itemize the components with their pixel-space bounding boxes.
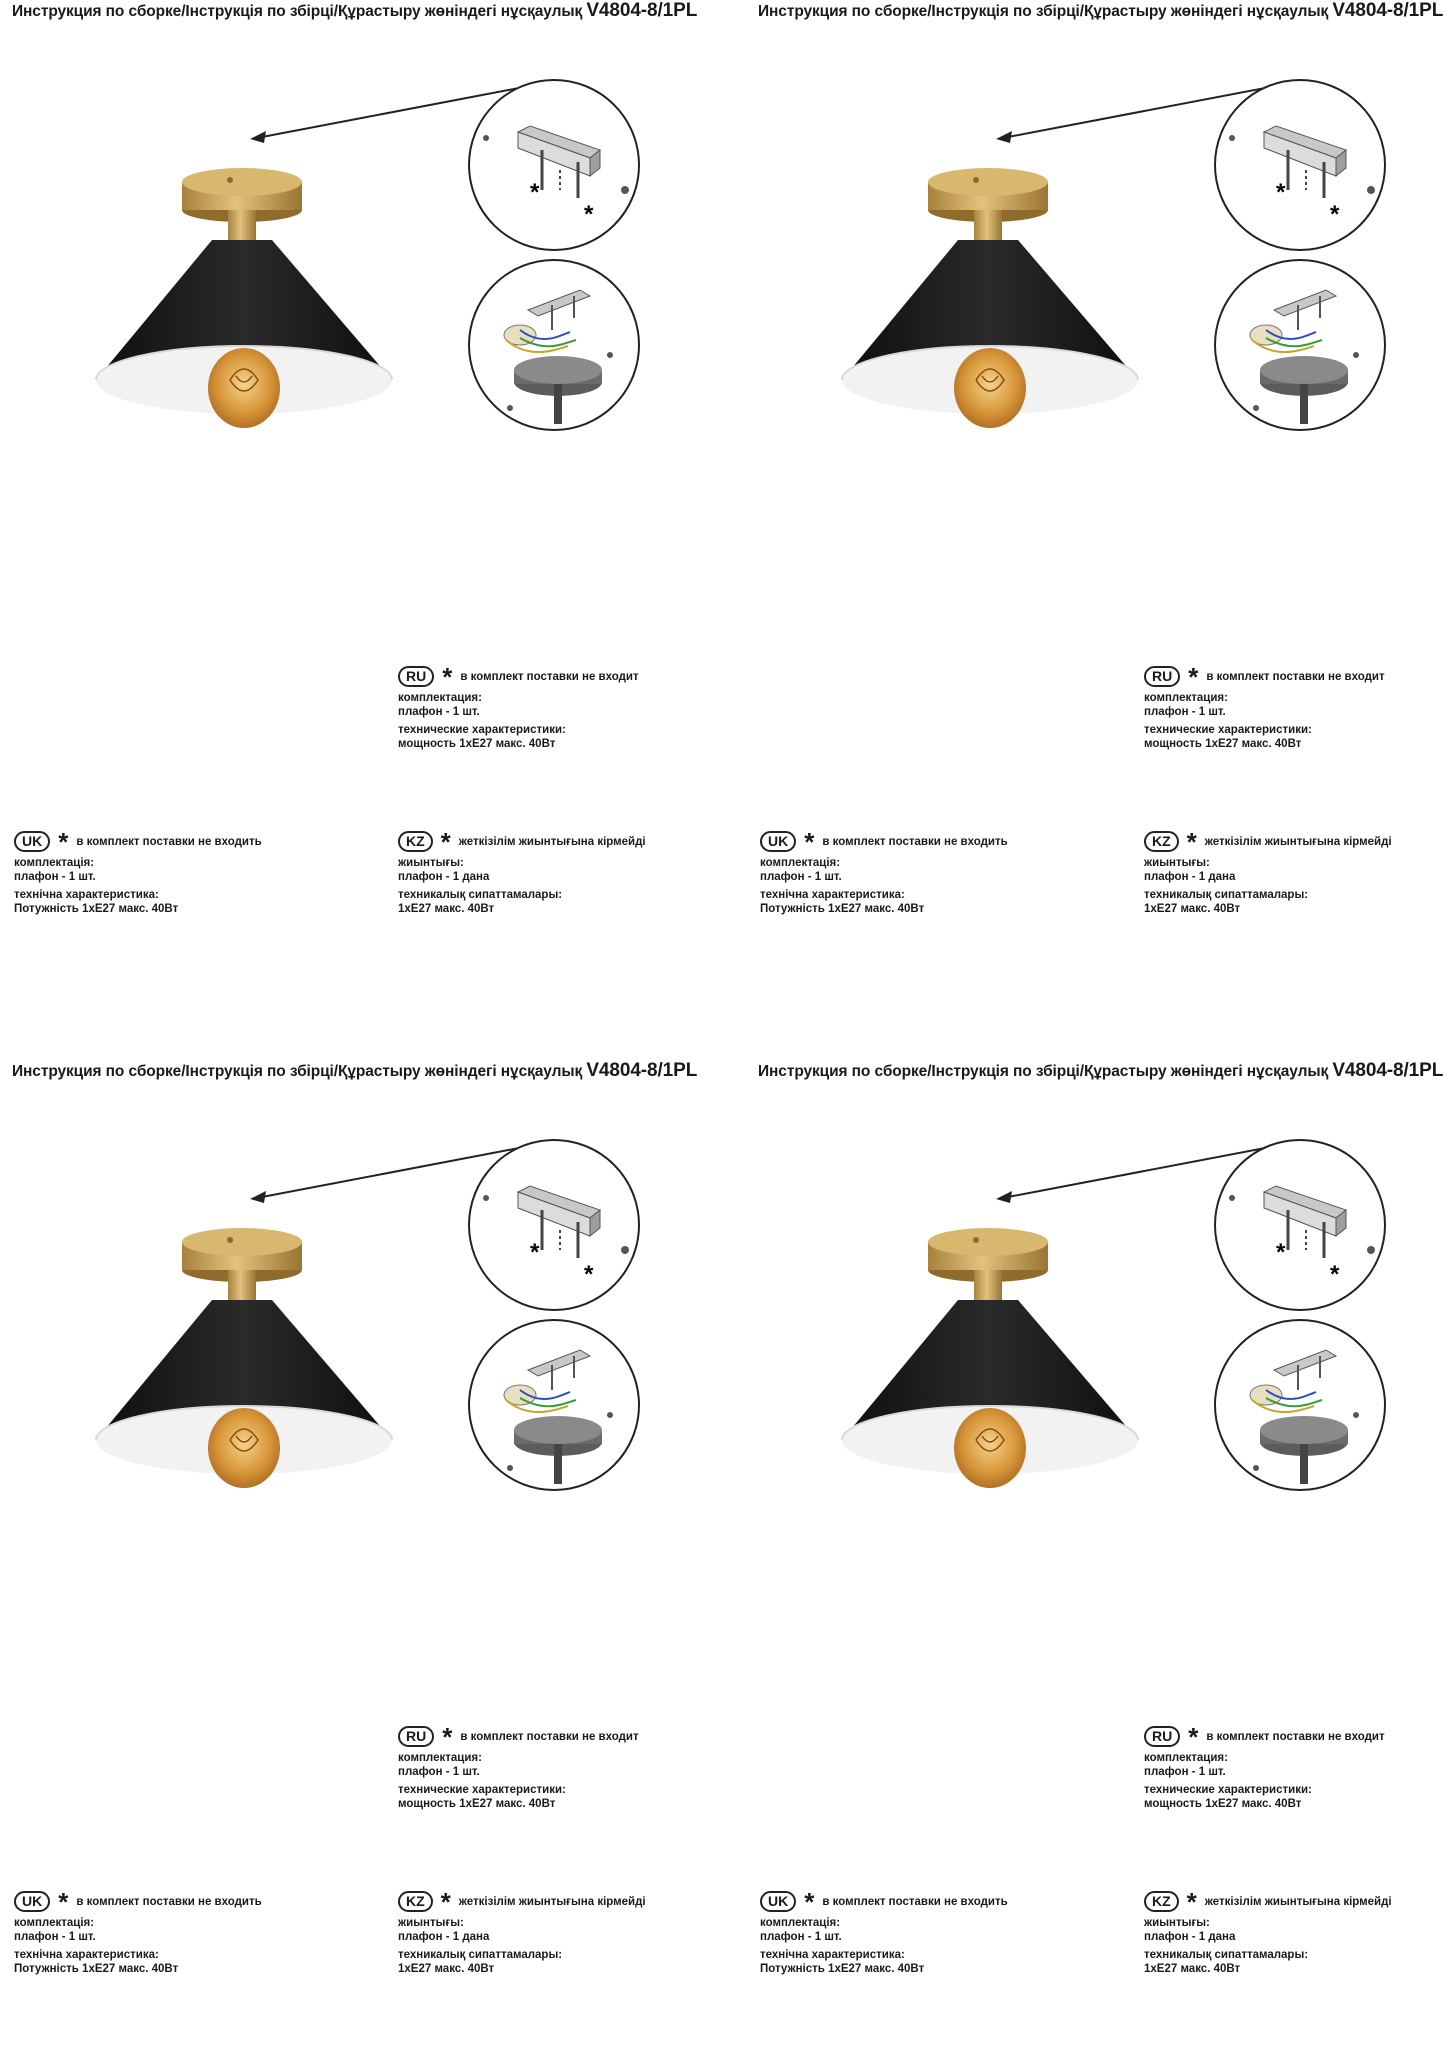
uk-kit-label: комплектація:: [760, 857, 841, 869]
kz-spec-value: 1хЕ27 макс. 40Вт: [1144, 903, 1241, 915]
ru-spec-value: мощность 1хЕ27 макс. 40Вт: [398, 738, 556, 750]
kz-spec-label: техникалық сипаттамалары:: [1144, 1949, 1309, 1961]
not-included-mark: *: [442, 661, 453, 692]
ru-code-badge: RU: [398, 1726, 434, 1747]
ru-spec-label: технические характеристики:: [398, 1784, 566, 1796]
kz-kit-label: жиынтығы:: [398, 1917, 464, 1929]
ru-kit-value: плафон - 1 шт.: [1144, 706, 1226, 718]
not-included-mark: *: [530, 179, 540, 206]
uk-spec-label: технічна характеристика:: [760, 1949, 905, 1961]
ru-block: [398, 661, 639, 751]
lamp-illustration: [746, 1060, 1453, 1530]
kz-kit-value: плафон - 1 дана: [398, 1931, 490, 1943]
uk-kit-label: комплектація:: [760, 1917, 841, 1929]
title-text: Инструкция по сборке/Інструкція по збірці/Құрастыру жөніндегі нұсқаулық: [12, 3, 583, 20]
uk-spec-label: технічна характеристика:: [14, 1949, 159, 1961]
not-included-mark: *: [1276, 179, 1286, 206]
uk-kit-label: комплектація:: [14, 1917, 95, 1929]
kz-not-included-note: жеткізілім жиынтығына кірмейді: [458, 835, 646, 848]
uk-not-included-note: в комплект поставки не входить: [822, 835, 1008, 848]
uk-kit-value: плафон - 1 шт.: [760, 871, 842, 883]
ru-spec-value: мощность 1хЕ27 макс. 40Вт: [1144, 738, 1302, 750]
ru-code-badge: RU: [398, 666, 434, 687]
kz-not-included-note: жеткізілім жиынтығына кірмейді: [1204, 835, 1392, 848]
not-included-mark: *: [1188, 1721, 1199, 1752]
wiring-detail: [469, 1320, 639, 1490]
kz-not-included-note: жеткізілім жиынтығына кірмейді: [458, 1895, 646, 1908]
bracket-detail: [469, 80, 639, 250]
kz-block: [1144, 1886, 1392, 1976]
uk-block: [760, 826, 1008, 916]
not-included-mark: *: [58, 1886, 69, 1917]
ru-spec-value: мощность 1хЕ27 макс. 40Вт: [398, 1798, 556, 1810]
uk-block: [760, 1886, 1008, 1976]
kz-code-badge: KZ: [1144, 1891, 1179, 1912]
instruction-panel: [0, 0, 726, 1000]
uk-code-badge: UK: [760, 831, 796, 852]
title-text: Инструкция по сборке/Інструкція по збірці/Құрастыру жөніндегі нұсқаулық: [12, 1063, 583, 1080]
kz-spec-label: техникалық сипаттамалары:: [1144, 889, 1309, 901]
ru-not-included-note: в комплект поставки не входит: [1206, 670, 1385, 683]
bracket-detail: [1215, 1140, 1385, 1310]
not-included-mark: *: [58, 826, 69, 857]
model-number: V4804-8/1PL: [1332, 0, 1444, 21]
wiring-detail: [1215, 1320, 1385, 1490]
ru-code-badge: RU: [1144, 1726, 1180, 1747]
not-included-mark: *: [530, 1239, 540, 1266]
not-included-mark: *: [1186, 1886, 1197, 1917]
ru-spec-value: мощность 1хЕ27 макс. 40Вт: [1144, 1798, 1302, 1810]
uk-block: [14, 1886, 262, 1976]
kz-kit-label: жиынтығы:: [398, 857, 464, 869]
ru-kit-label: комплектация:: [1144, 1752, 1228, 1764]
model-number: V4804-8/1PL: [1332, 1060, 1444, 1081]
uk-spec-label: технічна характеристика:: [14, 889, 159, 901]
lamp-illustration: [746, 0, 1453, 470]
uk-spec-value: Потужність 1хЕ27 макс. 40Вт: [14, 903, 179, 915]
kz-block: [1144, 826, 1392, 916]
title-text: Инструкция по сборке/Інструкція по збірці/Құрастыру жөніндегі нұсқаулық: [758, 1063, 1329, 1080]
ru-kit-label: комплектация:: [398, 1752, 482, 1764]
uk-kit-value: плафон - 1 шт.: [14, 871, 96, 883]
kz-block: [398, 1886, 646, 1976]
ru-code-badge: RU: [1144, 666, 1180, 687]
not-included-mark: *: [1330, 1261, 1340, 1288]
uk-kit-label: комплектація:: [14, 857, 95, 869]
ru-spec-label: технические характеристики:: [1144, 1784, 1312, 1796]
ru-kit-value: плафон - 1 шт.: [398, 1766, 480, 1778]
instruction-panel: [746, 0, 1453, 1000]
instruction-panel: [746, 1060, 1453, 2060]
ru-kit-label: комплектация:: [398, 692, 482, 704]
not-included-mark: *: [1276, 1239, 1286, 1266]
title-text: Инструкция по сборке/Інструкція по збірці/Құрастыру жөніндегі нұсқаулық: [758, 3, 1329, 20]
ru-block: [398, 1721, 639, 1811]
ceiling-lamp: [96, 1228, 392, 1488]
kz-code-badge: KZ: [398, 1891, 433, 1912]
ru-spec-label: технические характеристики:: [1144, 724, 1312, 736]
kz-code-badge: KZ: [1144, 831, 1179, 852]
ru-spec-label: технические характеристики:: [398, 724, 566, 736]
kz-spec-value: 1хЕ27 макс. 40Вт: [398, 903, 495, 915]
ceiling-lamp: [842, 1228, 1138, 1488]
not-included-mark: *: [1186, 826, 1197, 857]
ru-kit-label: комплектация:: [1144, 692, 1228, 704]
model-number: V4804-8/1PL: [586, 0, 698, 21]
uk-not-included-note: в комплект поставки не входить: [76, 835, 262, 848]
kz-kit-value: плафон - 1 дана: [1144, 871, 1236, 883]
lamp-illustration: [0, 0, 726, 470]
uk-code-badge: UK: [760, 1891, 796, 1912]
uk-kit-value: плафон - 1 шт.: [760, 1931, 842, 1943]
not-included-mark: *: [584, 1261, 594, 1288]
kz-kit-value: плафон - 1 дана: [1144, 1931, 1236, 1943]
not-included-mark: *: [440, 826, 451, 857]
not-included-mark: *: [440, 1886, 451, 1917]
bracket-detail: [1215, 80, 1385, 250]
uk-block: [14, 826, 262, 916]
kz-kit-label: жиынтығы:: [1144, 857, 1210, 869]
wiring-detail: [1215, 260, 1385, 430]
kz-spec-label: техникалық сипаттамалары:: [398, 1949, 563, 1961]
ru-not-included-note: в комплект поставки не входит: [460, 1730, 639, 1743]
lamp-illustration: [0, 1060, 726, 1530]
not-included-mark: *: [804, 1886, 815, 1917]
not-included-mark: *: [804, 826, 815, 857]
not-included-mark: *: [584, 201, 594, 228]
kz-kit-value: плафон - 1 дана: [398, 871, 490, 883]
ru-kit-value: плафон - 1 шт.: [1144, 1766, 1226, 1778]
uk-spec-value: Потужність 1хЕ27 макс. 40Вт: [14, 1963, 179, 1975]
not-included-mark: *: [1188, 661, 1199, 692]
instruction-panel: [0, 1060, 726, 2060]
uk-not-included-note: в комплект поставки не входить: [76, 1895, 262, 1908]
uk-code-badge: UK: [14, 1891, 50, 1912]
uk-spec-value: Потужність 1хЕ27 макс. 40Вт: [760, 1963, 925, 1975]
model-number: V4804-8/1PL: [586, 1060, 698, 1081]
kz-spec-label: техникалық сипаттамалары:: [398, 889, 563, 901]
uk-code-badge: UK: [14, 831, 50, 852]
not-included-mark: *: [1330, 201, 1340, 228]
uk-spec-value: Потужність 1хЕ27 макс. 40Вт: [760, 903, 925, 915]
kz-spec-value: 1хЕ27 макс. 40Вт: [398, 1963, 495, 1975]
ceiling-lamp: [842, 168, 1138, 428]
kz-kit-label: жиынтығы:: [1144, 1917, 1210, 1929]
kz-spec-value: 1хЕ27 макс. 40Вт: [1144, 1963, 1241, 1975]
uk-not-included-note: в комплект поставки не входить: [822, 1895, 1008, 1908]
uk-kit-value: плафон - 1 шт.: [14, 1931, 96, 1943]
wiring-detail: [469, 260, 639, 430]
ru-not-included-note: в комплект поставки не входит: [460, 670, 639, 683]
ru-not-included-note: в комплект поставки не входит: [1206, 1730, 1385, 1743]
bracket-detail: [469, 1140, 639, 1310]
kz-code-badge: KZ: [398, 831, 433, 852]
ru-block: [1144, 1721, 1385, 1811]
kz-not-included-note: жеткізілім жиынтығына кірмейді: [1204, 1895, 1392, 1908]
ceiling-lamp: [96, 168, 392, 428]
kz-block: [398, 826, 646, 916]
ru-kit-value: плафон - 1 шт.: [398, 706, 480, 718]
uk-spec-label: технічна характеристика:: [760, 889, 905, 901]
not-included-mark: *: [442, 1721, 453, 1752]
ru-block: [1144, 661, 1385, 751]
